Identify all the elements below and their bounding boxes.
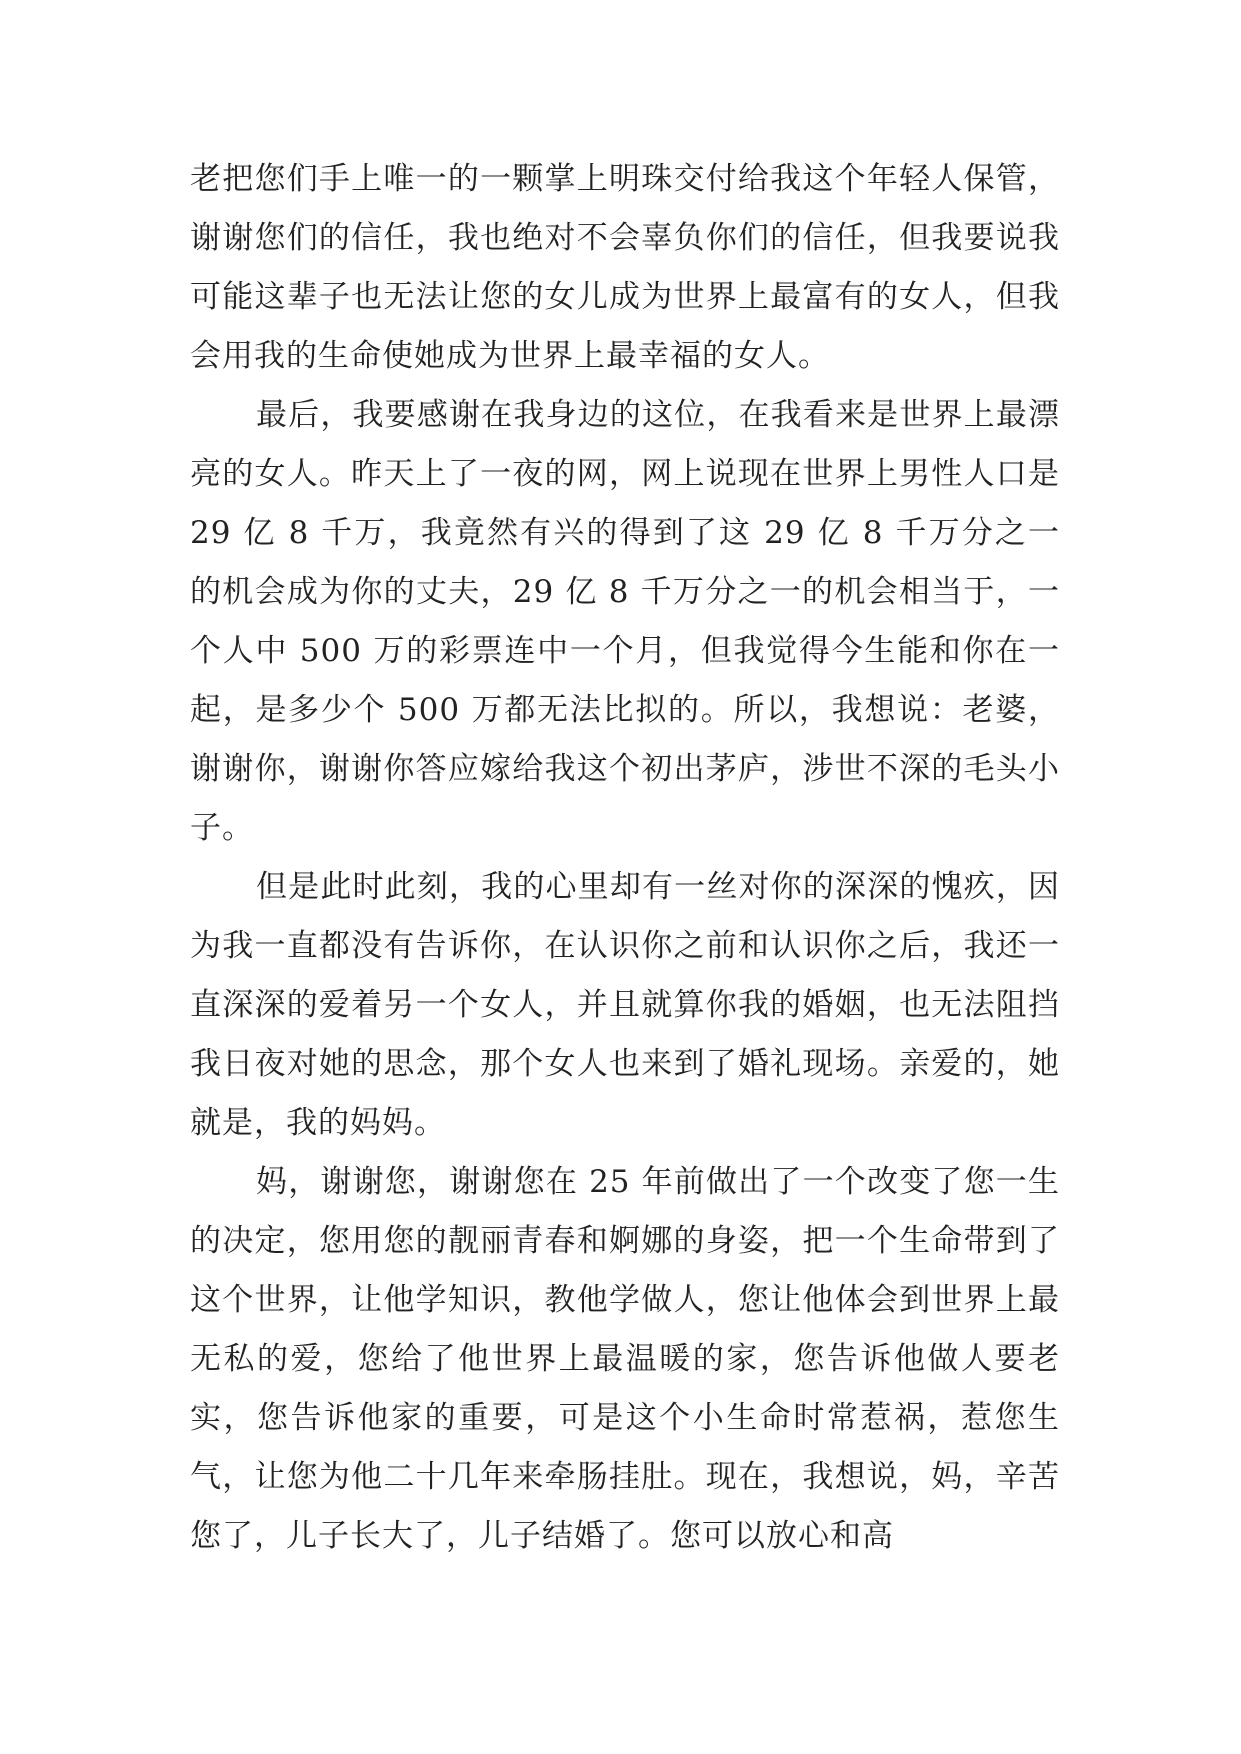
paragraph-thanks-mother: 妈，谢谢您，谢谢您在 25 年前做出了一个改变了您一生的决定，您用您的靓丽青春和婀娜的身姿，把一个生命带到了这个世界，让他学知识，教他学做人，您让他体会到世界上最无私的爱，您给了他世界上最温暖的家，您告诉他做人要老实，您告诉他家的重要，可是这个小生命时常惹祸，惹您生气，让您为他二十几年来牵肠挂肚。现在，我想说，妈，辛苦您了，儿子长大了，儿子结婚了。您可以放心和高 xyxy=(190,1164,1060,1554)
document-body xyxy=(190,150,1060,1566)
paragraph-continuation: 老把您们手上唯一的一颗掌上明珠交付给我这个年轻人保管，谢谢您们的信任，我也绝对不会辜负你们的信任，但我要说我可能这辈子也无法让您的女儿成为世界上最富有的女人，但我会用我的生命使她成为世界上最幸福的女人。 xyxy=(190,161,1060,374)
paragraph-thanks-wife: 最后，我要感谢在我身边的这位，在我看来是世界上最漂亮的女人。昨天上了一夜的网，网上说现在世界上男性人口是 29 亿 8 千万，我竟然有兴的得到了这 29 亿 8 千万分之一的机会成为你的丈夫，29 亿 8 千万分之一的机会相当于，一个人中 500 万的彩票连中一个月，但我觉得今生能和你在一起，是多少个 500 万都无法比拟的。所以，我想说：老婆，谢谢你，谢谢你答应嫁给我这个初出茅庐，涉世不深的毛头小子。 xyxy=(190,397,1060,846)
paragraph-another-woman: 但是此时此刻，我的心里却有一丝对你的深深的愧疚，因为我一直都没有告诉你，在认识你之前和认识你之后，我还一直深深的爱着另一个女人，并且就算你我的婚姻，也无法阻挡我日夜对她的思念，那个女人也来到了婚礼现场。亲爱的，她就是，我的妈妈。 xyxy=(190,869,1060,1141)
